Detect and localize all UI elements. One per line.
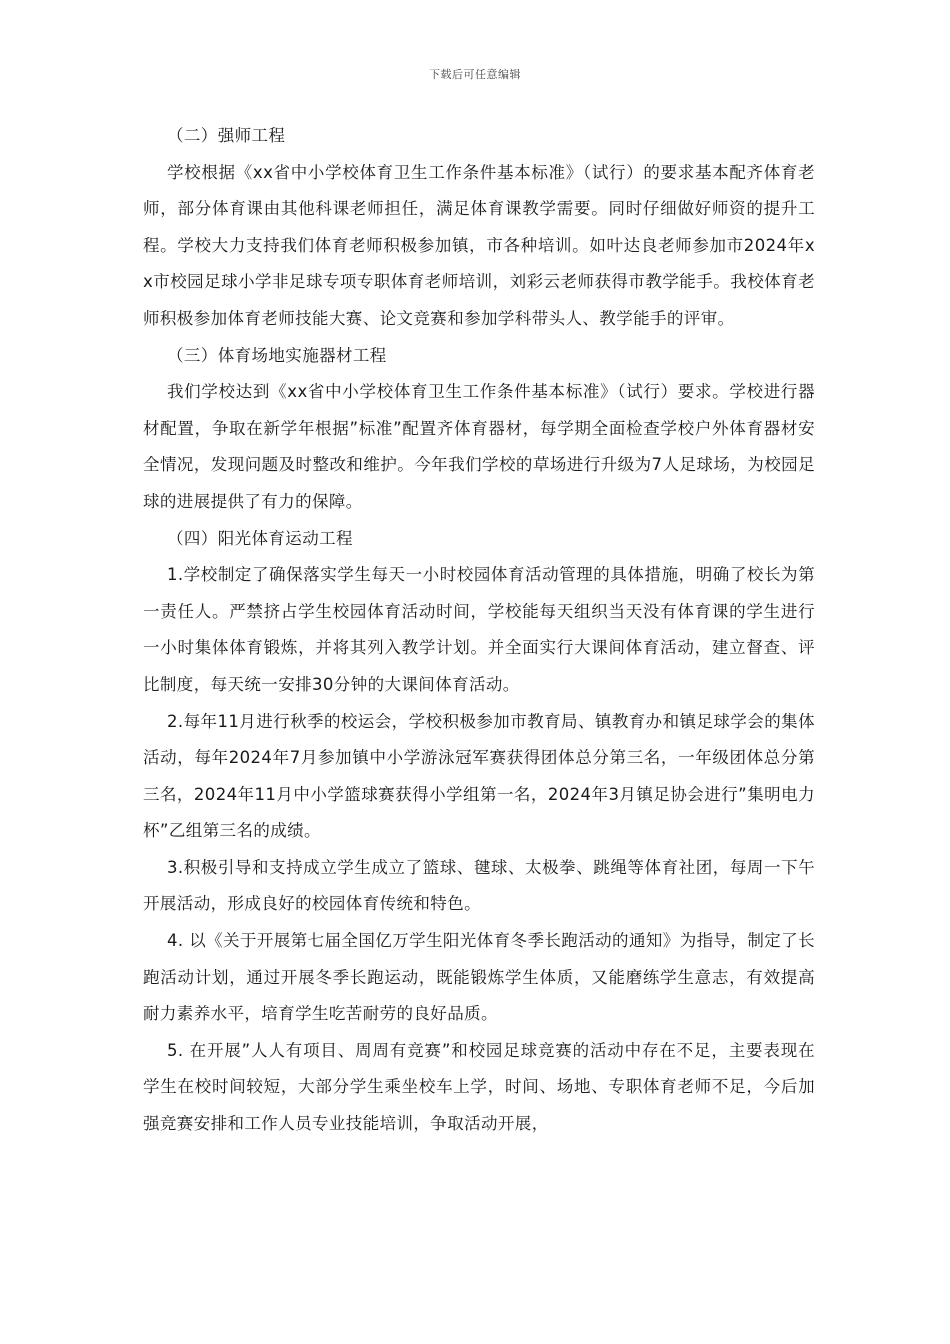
- section-heading-teacher-project: （二）强师工程: [167, 126, 286, 145]
- paragraph-teacher-project: 学校根据《xx省中小学校体育卫生工作条件基本标准》（试行）的要求基本配齐体育老师，部分体育课由其他科课老师担任，满足体育课教学需要。同时仔细做好师资的提升工程。学校大力支持我们体育老师积极参加镇，市各种培训。如叶达良老师参加市2024年xx市校园足球小学非足球专项专职体育老师培训，刘彩云老师获得市教学能手。我校体育老师积极参加体育老师技能大赛、论文竞赛和参加学科带头人、教学能手的评审。: [143, 162, 815, 328]
- page-header-note: 下载后可任意编辑: [429, 68, 521, 81]
- list-item-1: 1.学校制定了确保落实学生每天一小时校园体育活动管理的具体措施，明确了校长为第一责任人。严禁挤占学生校园体育活动时间，学校能每天组织当天没有体育课的学生进行一小时集体体育锻炼，并将其列入教学计划。并全面实行大课间体育活动，建立督查、评比制度，每天统一安排30分钟的大课间体育活动。: [143, 565, 815, 694]
- section-heading-sunshine-sports: （四）阳光体育运动工程: [167, 528, 353, 548]
- list-item-4: 4. 以《关于开展第七届全国亿万学生阳光体育冬季长跑活动的通知》为指导，制定了长跑活动计划，通过开展冬季长跑运动，既能锻炼学生体质，又能磨练学生意志，有效提高耐力素养水平，培育学生吃苦耐劳的良好品质。: [143, 931, 815, 1024]
- document-body: [143, 118, 815, 1143]
- section-heading-facilities-project: （三）体育场地实施器材工程: [167, 345, 387, 365]
- list-item-5: 5. 在开展”人人有项目、周周有竞赛”和校园足球竞赛的活动中存在不足，主要表现在学生在校时间较短，大部分学生乘坐校车上学，时间、场地、专职体育老师不足，今后加强竞赛安排和工作人员专业技能培训，争取活动开展，: [143, 1040, 815, 1134]
- paragraph-facilities-project: 我们学校达到《xx省中小学校体育卫生工作条件基本标准》（试行）要求。学校进行器材配置，争取在新学年根据”标准”配置齐体育器材，每学期全面检查学校户外体育器材安全情况，发现问题及时整改和维护。今年我们学校的草场进行升级为7人足球场，为校园足球的进展提供了有力的保障。: [143, 382, 815, 511]
- list-item-2: 2.每年11月进行秋季的校运会，学校积极参加市教育局、镇教育办和镇足球学会的集体活动，每年2024年7月参加镇中小学游泳冠军赛获得团体总分第三名，一年级团体总分第三名，2024年11月中小学篮球赛获得小学组第一名，2024年3月镇足协会进行”集明电力杯”乙组第三名的成绩。: [143, 711, 815, 841]
- list-item-3: 3.积极引导和支持成立学生成立了篮球、毽球、太极拳、跳绳等体育社团，每周一下午开展活动，形成良好的校园体育传统和特色。: [143, 857, 815, 914]
